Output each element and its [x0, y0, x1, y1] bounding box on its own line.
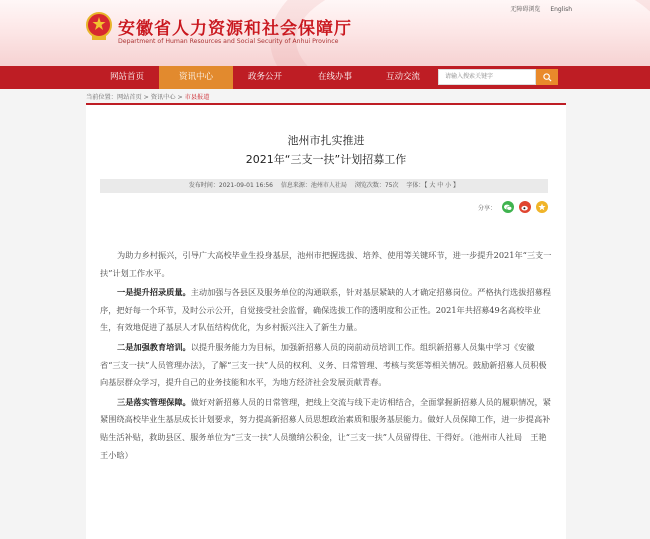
- breadcrumb-separator: >: [175, 94, 185, 101]
- search-button[interactable]: [536, 69, 558, 85]
- article-paragraph: 一是提升招录质量。主动加强与各县区及服务单位的沟通联系，针对基层紧缺的人才确定招募岗位。严格执行选拔招募程序，把好每一个环节，及时公示公开，自觉接受社会监督，确保选拔工作的透明度和公正性。2021年共招募49名高校毕业生，有效地促进了基层人才队伍结构优化，为乡村振兴注入了新生力量。: [100, 287, 551, 333]
- info-source: 信息来源：池州市人社局: [280, 182, 347, 189]
- wechat-share-icon[interactable]: [502, 201, 514, 213]
- site-subtitle: Department of Human Resources and Social Security of Anhui Province: [118, 38, 339, 45]
- breadcrumb: [86, 92, 209, 101]
- nav-item-online-service[interactable]: 在线办事: [317, 72, 352, 82]
- view-count: 浏览次数：75次: [354, 182, 399, 189]
- site-title[interactable]: 安徽省人力资源和社会保障厅: [118, 19, 352, 39]
- national-emblem-icon: [86, 12, 112, 42]
- site-header: [0, 0, 650, 66]
- nav-item-gov-affairs[interactable]: 政务公开: [247, 72, 282, 82]
- breadcrumb-prefix: 当前位置：: [86, 94, 117, 101]
- article-title-line2: 2021年“三支一扶”计划招募工作: [245, 153, 407, 166]
- top-links: [502, 4, 572, 13]
- nav-item-news[interactable]: 资讯中心: [159, 66, 233, 89]
- article-paragraph: 三是落实管理保障。做好对新招募人员的日常管理，把线上交流与线下走访相结合，全面掌握新招募人员的履职情况，紧紧围绕高校毕业生基层成长计划要求，努力提高新招募人员思想政治素质和服务基层能力。做好人员保障工作，进一步提高补贴生活补贴，救助县区、服务单位为“三支一扶”人员缴纳公积金，让“三支一扶”人员留得住、干得好。（池州市人社局 王艳 王小晗）: [100, 396, 555, 460]
- article-paragraph: 为助力乡村振兴，引导广大高校毕业生投身基层，池州市把握选拔、培养、使用等关键环节，进一步提升2021年“三支一扶”计划工作水平。: [100, 250, 552, 278]
- accessibility-link[interactable]: 无障碍浏览: [510, 6, 541, 13]
- english-link[interactable]: English: [550, 6, 572, 13]
- article-meta: [100, 179, 548, 193]
- search-icon: [543, 73, 552, 82]
- article-card: [86, 103, 566, 539]
- nav-item-interaction[interactable]: 互动交流: [385, 72, 420, 82]
- breadcrumb-separator: >: [141, 94, 151, 101]
- article-title-line1: 池州市扎实推进: [287, 134, 365, 147]
- search-input[interactable]: 请输入搜索关键字: [438, 69, 536, 85]
- breadcrumb-item-news[interactable]: 资讯中心: [150, 94, 176, 101]
- qzone-share-icon[interactable]: [536, 201, 548, 213]
- breadcrumb-item-home[interactable]: 网站首页: [116, 94, 142, 101]
- publish-time: 发布时间：2021-09-01 16:56: [188, 182, 273, 189]
- font-size-selector[interactable]: 字体：【 大 中 小 】: [406, 182, 460, 189]
- nav-item-home[interactable]: 网站首页: [109, 72, 144, 82]
- article-paragraph: 二是加强教育培训。以提升服务能力为目标，加强新招募人员的岗前动员培训工作。组织新招募人员集中学习《安徽省“三支一扶”人员管理办法》，了解“三支一扶”人员的权利、义务、日常管理、考核与奖惩等相关情况。鼓励新招募人员积极向基层群众学习，提升自己的业务技能和水平，为地方经济社会发展贡献青春。: [100, 341, 547, 388]
- share-bar: [478, 200, 548, 214]
- article-body: [100, 247, 555, 466]
- share-label: 分享：: [477, 204, 496, 212]
- weibo-share-icon[interactable]: [519, 201, 531, 213]
- breadcrumb-item-county[interactable]: 市县报道: [184, 94, 210, 101]
